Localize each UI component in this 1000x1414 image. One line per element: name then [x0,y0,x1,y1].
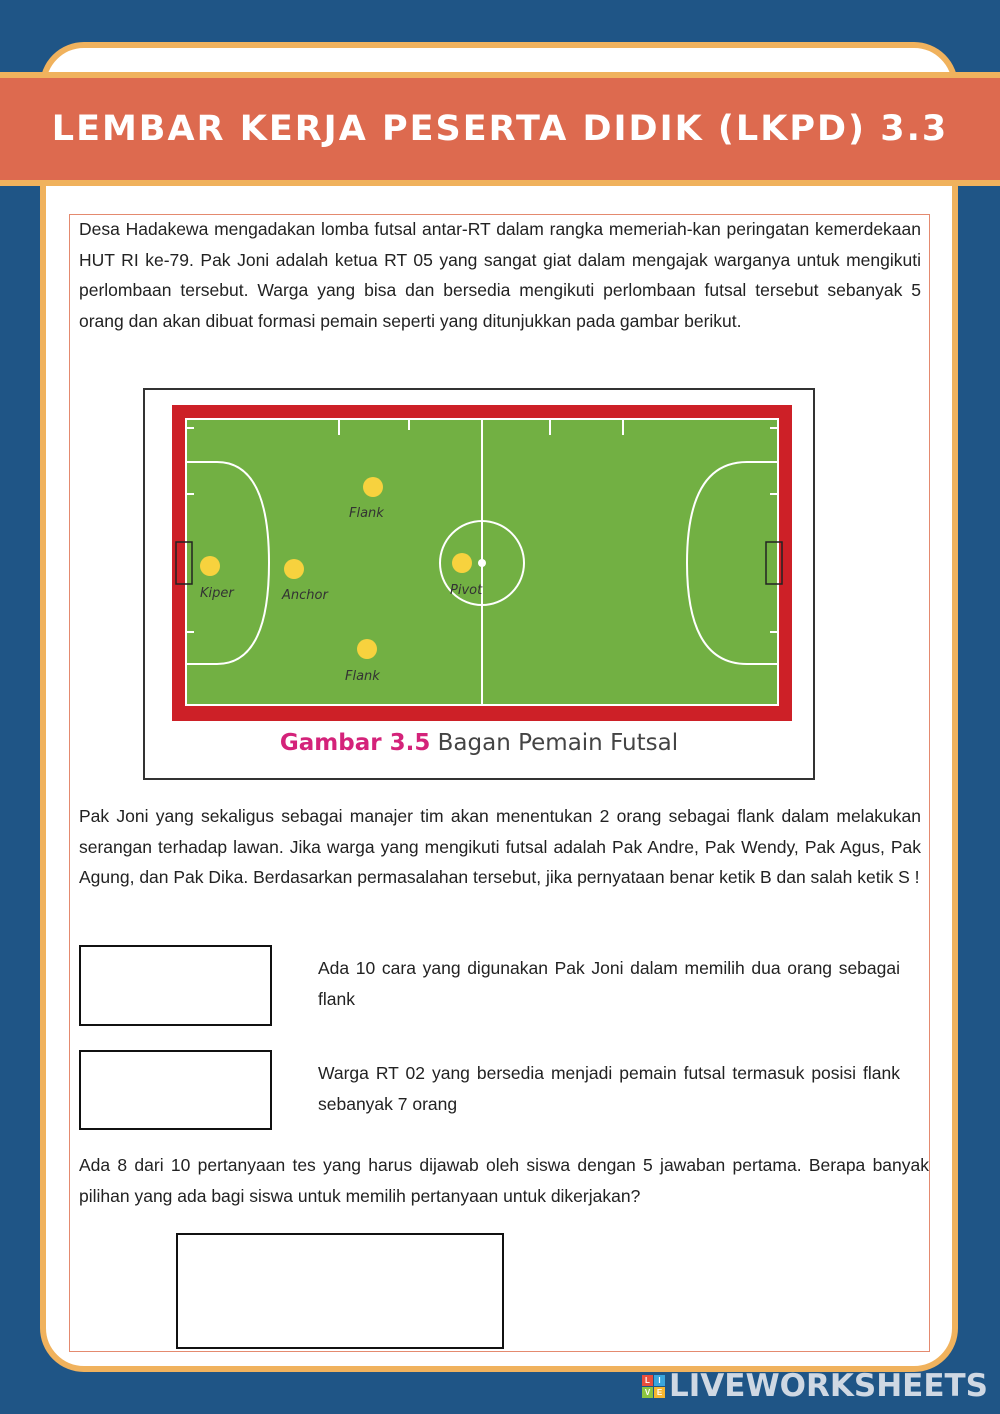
answer-box-1[interactable] [79,945,272,1026]
label-kiper: Kiper [200,586,234,601]
caption-number: Gambar 3.5 [279,730,431,756]
logo-icon: L I V E [642,1375,665,1398]
question-2-paragraph: Ada 8 dari 10 pertanyaan tes yang harus dijawab oleh siswa dengan 5 jawaban pertama. Berapa banyak pilihan yang ada bagi siswa untuk memilih pertanyaan untuk dikerjakan? [79,1155,929,1206]
player-anchor [284,559,304,579]
answer-box-2[interactable] [79,1050,272,1130]
player-pivot [452,553,472,573]
statement-1: Ada 10 cara yang digunakan Pak Joni dalam memilih dua orang sebagai flank [318,958,900,1009]
center-spot [478,559,486,567]
label-anchor: Anchor [282,588,328,603]
label-pivot: Pivot [450,583,483,598]
figure-caption [145,730,813,756]
label-flank-bottom: Flank [345,669,380,684]
liveworksheets-logo [642,1368,988,1404]
player-flank-top [363,477,383,497]
futsal-figure [143,388,815,780]
answer-box-3[interactable] [176,1233,504,1349]
brand-name: LIVEWORKSHEETS [669,1368,988,1404]
title-banner [0,72,1000,186]
intro-paragraph: Desa Hadakewa mengadakan lomba futsal antar-RT dalam rangka memeriah-kan peringatan kemerdekaan HUT RI ke-79. Pak Joni adalah ketua RT 05 yang sangat giat dalam mengajak warganya untuk mengikuti perlombaan tersebut. Warga yang bisa dan bersedia mengikuti perlombaan futsal tersebut sebanyak 5 orang dan akan dibuat formasi pemain seperti yang ditunjukkan pada gambar berikut. [79,219,921,331]
player-kiper [200,556,220,576]
page-title: LEMBAR KERJA PESERTA DIDIK (LKPD) 3.3 [51,109,949,149]
player-flank-bottom [357,639,377,659]
futsal-field-diagram [145,390,813,778]
statement-2: Warga RT 02 yang bersedia menjadi pemain futsal termasuk posisi flank sebanyak 7 orang [318,1063,900,1114]
problem-paragraph: Pak Joni yang sekaligus sebagai manajer tim akan menentukan 2 orang sebagai flank dalam melakukan serangan terhadap lawan. Jika warga yang mengikuti futsal adalah Pak Andre, Pak Wendy, Pak Agus, Pak Agung, dan Pak Dika. Berdasarkan permasalahan tersebut, jika pernyataan benar ketik B dan salah ketik S ! [79,806,921,887]
label-flank-top: Flank [349,506,384,521]
caption-text: Bagan Pemain Futsal [430,730,679,756]
